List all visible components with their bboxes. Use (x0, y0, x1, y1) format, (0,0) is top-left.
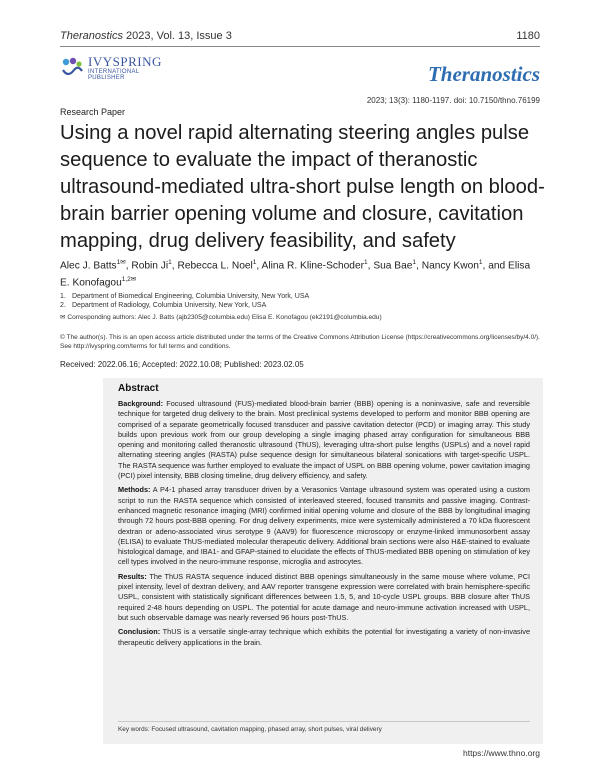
article-type: Research Paper (60, 107, 126, 117)
author-separator: , (125, 260, 132, 272)
page-number: 1180 (516, 30, 540, 42)
author-name: Rebecca L. Noel (177, 260, 253, 272)
article-title: Using a novel rapid alternating steering angles pulse sequence to evaluate the impact of theranostic ultrasound-mediated ultra-short pulse length on blood-brain barrier opening volume and closure, cavitation mapping, drug delivery feasibility, and safety (60, 122, 545, 252)
author-name: Nancy Kwon (421, 260, 479, 272)
license-statement: © The author(s). This is an open access article distributed under the terms of the Creative Commons Attribution License (https://creativecommons.org/licenses/by/4.0/). See http://ivyspring.com/terms for full terms and conditions. (60, 334, 540, 350)
publication-dates: Received: 2022.06.16; Accepted: 2022.10.08; Published: 2023.02.05 (60, 360, 304, 369)
abstract-background (118, 399, 530, 481)
journal-logo: Theranostics (427, 62, 540, 86)
author-affiliation-marker: 1,2✉ (121, 276, 137, 284)
author-affiliation-marker: 1 (252, 259, 257, 266)
section-label: Conclusion: (118, 627, 161, 637)
author-separator: , (256, 260, 262, 272)
journal-volume-info: 2023, Vol. 13, Issue 3 (122, 30, 232, 42)
author-separator: , (416, 260, 422, 272)
section-text: Focused ultrasound (FUS)-mediated blood-brain barrier (BBB) opening is a noninvasive, safe and reversible technique for targeted drug delivery to the brain. Most preclinical systems developed to perform and monitor BBB opening are comprised of a separate geometrically focused transducer and passive cavitation detector (PCD) or imaging array. This study builds upon previous work from our group developing a single imaging phased array configuration for simultaneous BBB opening and monitoring called theranostic ultrasound (ThUS), leveraging ultra-short pulse lengths (USPLs) and a novel rapid alternating steering angles (RASTA) pulse sequence design for simultaneous bilateral sonications with target-specific USPL. The RASTA sequence was further employed to evaluate the impact of USPL on BBB opening volume, power cavitation imaging (PCI) pixel intensity, BBB closing timeline, drug delivery efficiency, and safety. (118, 399, 530, 481)
author-name: Robin Ji (131, 260, 169, 272)
author-affiliation-marker: 1 (478, 259, 483, 266)
author-name: Alec J. Batts (60, 260, 117, 272)
abstract-box (103, 378, 543, 744)
section-text: The ThUS RASTA sequence induced distinct BBB openings simultaneously in the same mouse where volume, PCI pixel intensity, level of dextran delivery, and AAV reporter transgene expression were correlated with brain hemisphere-specific USPL, consistent with statistically significant differences between 1.5, 5, and 10-cycle USPL groups. BBB closure after ThUS required 2-48 hours depending on USPL. The potential for acute damage and neuro-immune activation increased with USPL, but such observable damage was nearly reversed 96 hours post-ThUS. (118, 571, 530, 622)
section-label: Methods: (118, 485, 151, 495)
header-divider (60, 46, 540, 47)
corresponding-authors: ✉ Corresponding authors: Alec J. Batts (ajb2305@columbia.edu) Elisa E. Konofagou (ek2191@columbia.edu) (60, 314, 382, 321)
section-text: ThUS is a versatile single-array technique which exhibits the potential for investigating a variety of non-invasive therapeutic delivery applications in the brain. (118, 627, 530, 647)
author-affiliation-marker: 1 (168, 259, 172, 266)
section-text: A P4-1 phased array transducer driven by a Verasonics Vantage ultrasound system was operated using a custom script to run the RASTA sequence which consisted of interleaved steered, focused transmits and passive imaging. Contrast-enhanced magnetic resonance imaging (MRI) confirmed initial opening volume and closure of the BBB by longitudinal imaging through 72 hours post-BBB opening. For drug delivery experiments, mice were systemically administered a 70 kDa fluorescent dextran or adeno-associated virus serotype 9 (AAV9) for fluorescence microscopy or enzyme-linked immunosorbent assay (ELISA) to evaluate ThUS-mediated molecular therapeutic delivery. Additional brain sections were also H&E-stained to evaluate histological damage, and IBA1- and GFAP-stained to elucidate the effects of ThUS-mediated BBB opening on stimulation of key cell types involved in the neuro-immune response, microglia and astrocytes. (118, 485, 530, 567)
section-label: Results: (118, 571, 147, 581)
affiliation-item (60, 302, 266, 309)
author-list (60, 256, 542, 291)
affiliation-number: 2. (60, 302, 66, 309)
footer-url[interactable]: https://www.thno.org (462, 748, 540, 758)
abstract-results (118, 572, 530, 623)
author-separator: , (367, 260, 374, 272)
abstract-body (118, 399, 530, 652)
affiliation-number: 1. (60, 293, 66, 300)
author-name: Alina R. Kline-Schoder (261, 260, 365, 272)
affiliation-text: Department of Biomedical Engineering, Columbia University, New York, USA (72, 293, 310, 300)
section-label: Background: (118, 399, 163, 408)
author-separator: , and (482, 260, 509, 272)
author-affiliation-marker: 1 (364, 259, 368, 266)
abstract-methods (118, 485, 530, 567)
publisher-logo (60, 54, 170, 80)
author-name: Elisa E. Konofagou (60, 260, 531, 289)
affiliation-item (60, 293, 309, 300)
author-affiliation-marker: 1✉ (116, 259, 126, 266)
affiliation-text: Department of Radiology, Columbia University, New York, USA (72, 302, 267, 309)
running-header (60, 30, 232, 42)
author-separator: , (171, 260, 178, 272)
ivyspring-mark-icon (60, 56, 84, 78)
abstract-conclusion (118, 627, 530, 648)
citation-doi: 2023; 13(3): 1180-1197. doi: 10.7150/thno.76199 (366, 96, 540, 105)
keywords: Key words: Focused ultrasound, cavitation mapping, phased array, short pulses, viral delivery (118, 721, 530, 733)
author-affiliation-marker: 1 (412, 259, 417, 266)
publisher-subtitle: INTERNATIONAL PUBLISHER (88, 69, 140, 81)
publisher-name: IVYSPRING (88, 54, 162, 69)
author-name: Sua Bae (373, 260, 413, 272)
abstract-heading: Abstract (118, 383, 159, 394)
journal-name: Theranostics (60, 30, 123, 42)
